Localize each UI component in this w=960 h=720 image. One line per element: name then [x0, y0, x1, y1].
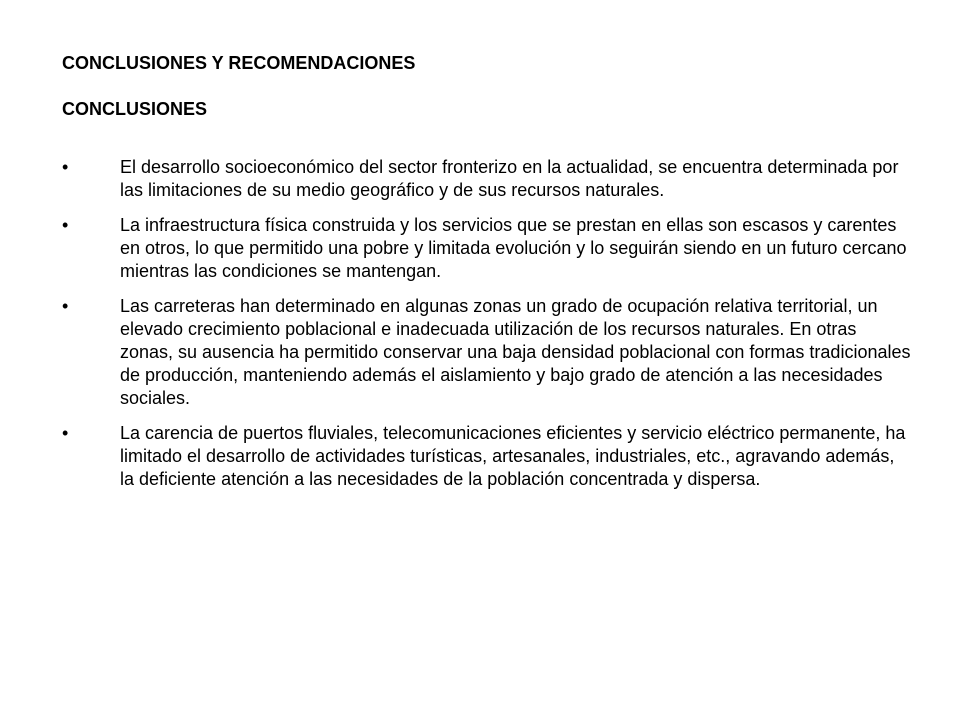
conclusions-list: [62, 156, 912, 503]
list-item-text: La carencia de puertos fluviales, telecomunicaciones eficientes y servicio eléctrico permanente, ha limitado el desarrollo de actividades turísticas, artesanales, industriales, etc., agravando además, la deficiente atención a las necesidades de la población concentrada y dispersa.: [120, 423, 906, 489]
bullet-icon: •: [62, 296, 69, 316]
list-item-text: El desarrollo socioeconómico del sector fronterizo en la actualidad, se encuentra determinada por las limitaciones de su medio geográfico y de sus recursos naturales.: [120, 157, 899, 200]
list-item: [62, 156, 912, 202]
bullet-icon: •: [62, 157, 69, 177]
slide-title: CONCLUSIONES Y RECOMENDACIONES: [62, 53, 416, 73]
list-item: [62, 295, 912, 410]
bullet-icon: •: [62, 215, 69, 235]
section-heading: CONCLUSIONES: [62, 99, 208, 119]
list-item: [62, 422, 912, 491]
list-item: [62, 214, 912, 283]
bullet-icon: •: [62, 423, 69, 443]
list-item-text: La infraestructura física construida y los servicios que se prestan en ellas son escasos y carentes en otros, lo que permitido una pobre y limitada evolución y lo seguirán siendo en un futuro cercano mientras las condiciones se mantengan.: [120, 215, 907, 281]
list-item-text: Las carreteras han determinado en algunas zonas un grado de ocupación relativa territorial, un elevado crecimiento poblacional e inadecuada utilización de los recursos naturales. En otras zonas, su ausencia ha permitido conservar una baja densidad poblacional con formas tradicionales de producción, manteniendo además el aislamiento y bajo grado de atención a las necesidades sociales.: [120, 296, 911, 408]
